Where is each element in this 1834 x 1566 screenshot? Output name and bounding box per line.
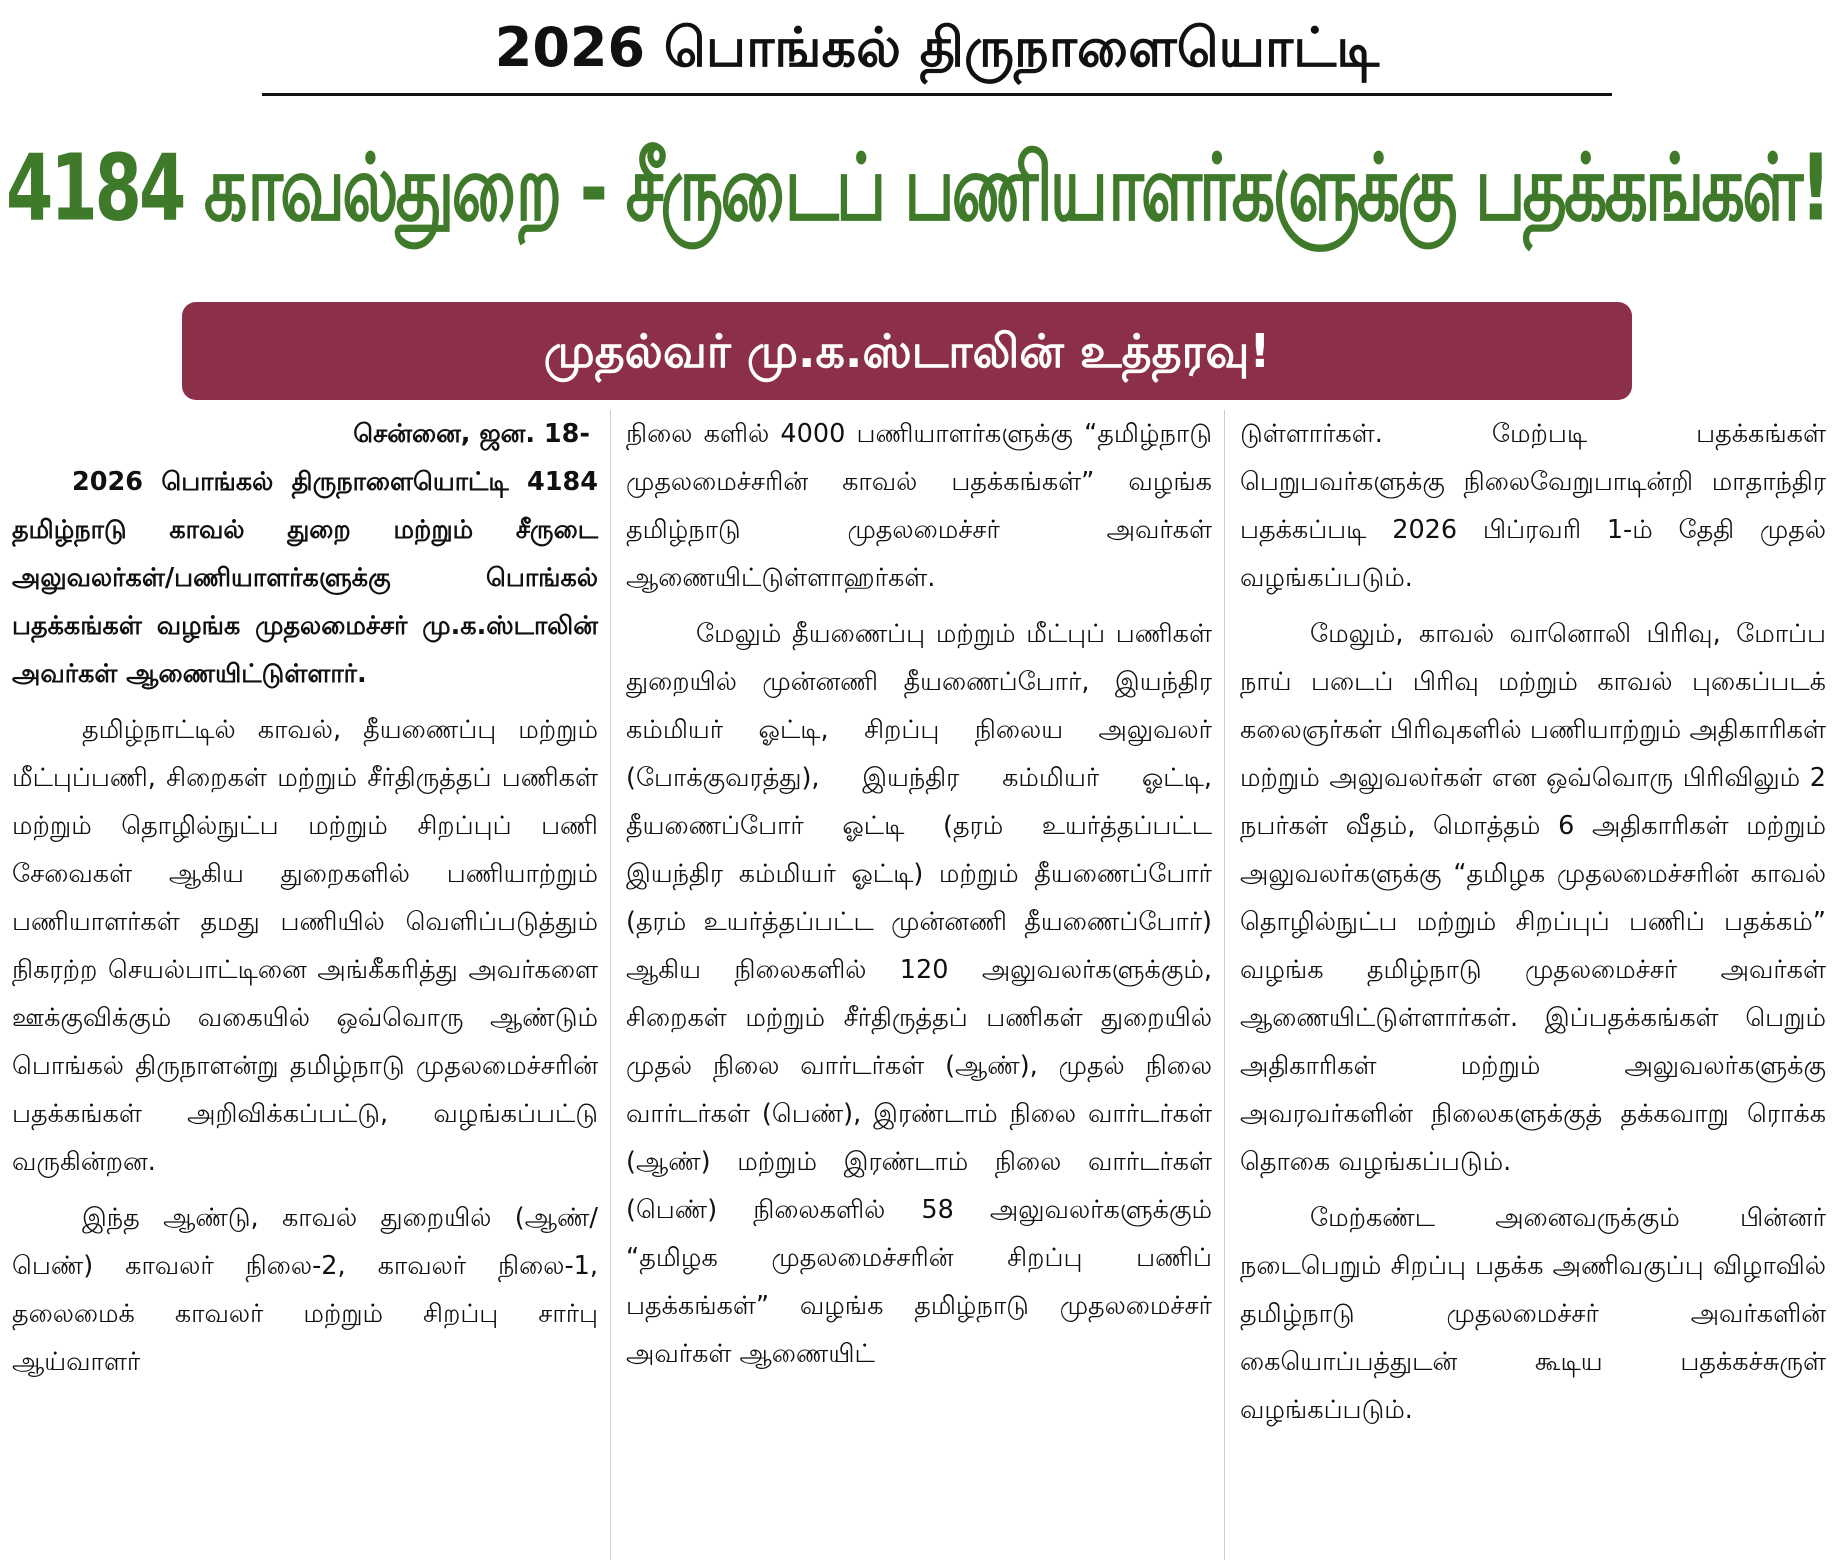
body-paragraph: மேற்கண்ட அனைவருக்கும் பின்னர் நடைபெறும் சிறப்பு பதக்க அணிவகுப்பு விழாவில் தமிழ்நாடு முதலமைச்சர் அவர்களின் கையொப்பத்துடன் கூடிய பதக்கச்சுருள் வழங்கப்படும்.: [1240, 1203, 1826, 1425]
body-paragraph: மேலும், காவல் வானொலி பிரிவு, மோப்ப நாய் படைப் பிரிவு மற்றும் காவல் புகைப்படக் கலைஞர்கள் பிரிவுகளில் பணியாற்றும் அதிகாரிகள் மற்றும் அலுவலர்கள் என ஒவ்வொரு பிரிவிலும் 2 நபர்கள் வீதம், மொத்தம் 6 அதிகாரிகள் மற்றும் அலுவலர்களுக்கு “தமிழக முதலமைச்சரின் காவல் தொழில்நுட்ப மற்றும் சிறப்புப் பணிப் பதக்கம்” வழங்க தமிழ்நாடு முதலமைச்சர் அவர்கள் ஆணையிட்டுள்ளார்கள். இப்பதக்கங்கள் பெறும் அதிகாரிகள் மற்றும் அலுவலர்களுக்கு அவரவர்களின் நிலைகளுக்குத் தக்கவாறு ரொக்க தொகை வழங்கப்படும்.: [1240, 619, 1826, 1177]
article-column-2: [626, 410, 1212, 1560]
body-paragraph: டுள்ளார்கள். மேற்படி பதக்கங்கள் பெறுபவர்களுக்கு நிலைவேறுபாடின்றி மாதாந்திர பதக்கப்படி 2026 பிப்ரவரி 1-ம் தேதி முதல் வழங்கப்படும்.: [1240, 419, 1826, 593]
article-column-3: [1240, 410, 1826, 1560]
body-paragraph: தமிழ்நாட்டில் காவல், தீயணைப்பு மற்றும் மீட்புப்பணி, சிறைகள் மற்றும் சீர்திருத்தப் பணிகள் மற்றும் தொழில்நுட்ப மற்றும் சிறப்புப் பணி சேவைகள் ஆகிய துறைகளில் பணியாற்றும் பணியாளர்கள் தமது பணியில் வெளிப்படுத்தும் நிகரற்ற செயல்பாட்டினை அங்கீகரித்து அவர்களை ஊக்குவிக்கும் வகையில் ஒவ்வொரு ஆண்டும் பொங்கல் திருநாளன்று தமிழ்நாடு முதலமைச்சரின் பதக்கங்கள் அறிவிக்கப்பட்டு, வழங்கப்பட்டு வருகின்றன.: [12, 715, 598, 1177]
body-paragraph: இந்த ஆண்டு, காவல் துறையில் (ஆண்/பெண்) காவலர் நிலை-2, காவலர் நிலை-1, தலைமைக் காவலர் மற்றும் சிறப்பு சார்பு ஆய்வாளர்: [12, 1203, 598, 1377]
main-headline: 4184 காவல்துறை - சீருடைப் பணியாளர்களுக்கு பதக்கங்கள்!: [6, 136, 1829, 243]
subhead-text: முதல்வர் மு.க.ஸ்டாலின் உத்தரவு!: [543, 324, 1271, 378]
lead-text: 2026 பொங்கல் திருநாளையொட்டி 4184 தமிழ்நாடு காவல் துறை மற்றும் சீருடை அலுவலர்கள்/பணியாளர்களுக்கு பொங்கல் பதக்கங்கள் வழங்க முதலமைச்சர் மு.க.ஸ்டாலின் அவர்கள் ஆணையிட்டுள்ளார்.: [12, 467, 598, 689]
subhead-banner: [182, 302, 1632, 400]
column-divider: [1224, 410, 1225, 1560]
body-paragraph: மேலும் தீயணைப்பு மற்றும் மீட்புப் பணிகள் துறையில் முன்னணி தீயணைப்போர், இயந்திர கம்மியர் ஓட்டி, சிறப்பு நிலைய அலுவலர் (போக்குவரத்து), இயந்திர கம்மியர் ஓட்டி, தீயணைப்போர் ஓட்டி (தரம் உயர்த்தப்பட்ட இயந்திர கம்மியர் ஓட்டி) மற்றும் தீயணைப்போர் (தரம் உயர்த்தப்பட்ட முன்னணி தீயணைப்போர்) ஆகிய நிலைகளில் 120 அலுவலர்களுக்கும், சிறைகள் மற்றும் சீர்திருத்தப் பணிகள் துறையில் முதல் நிலை வார்டர்கள் (ஆண்), முதல் நிலை வார்டர்கள் (பெண்), இரண்டாம் நிலை வார்டர்கள் (ஆண்) மற்றும் இரண்டாம் நிலை வார்டர்கள் (பெண்) நிலைகளில் 58 அலுவலர்களுக்கும் “தமிழக முதலமைச்சரின் சிறப்பு பணிப் பதக்கங்கள்” வழங்க தமிழ்நாடு முதலமைச்சர் அவர்கள் ஆணையிட்: [626, 619, 1212, 1369]
article-column-1: [12, 410, 598, 1560]
kicker-headline: 2026 பொங்கல் திருநாளையொட்டி: [494, 16, 1380, 79]
column-divider: [610, 410, 611, 1560]
body-paragraph: நிலை களில் 4000 பணியாளர்களுக்கு “தமிழ்நாடு முதலமைச்சரின் காவல் பதக்கங்கள்” வழங்க தமிழ்நாடு முதலமைச்சர் அவர்கள் ஆணையிட்டுள்ளாஹர்கள்.: [626, 419, 1212, 593]
dateline: சென்னை, ஜன. 18-: [353, 419, 590, 449]
lead-paragraph: [12, 410, 598, 698]
